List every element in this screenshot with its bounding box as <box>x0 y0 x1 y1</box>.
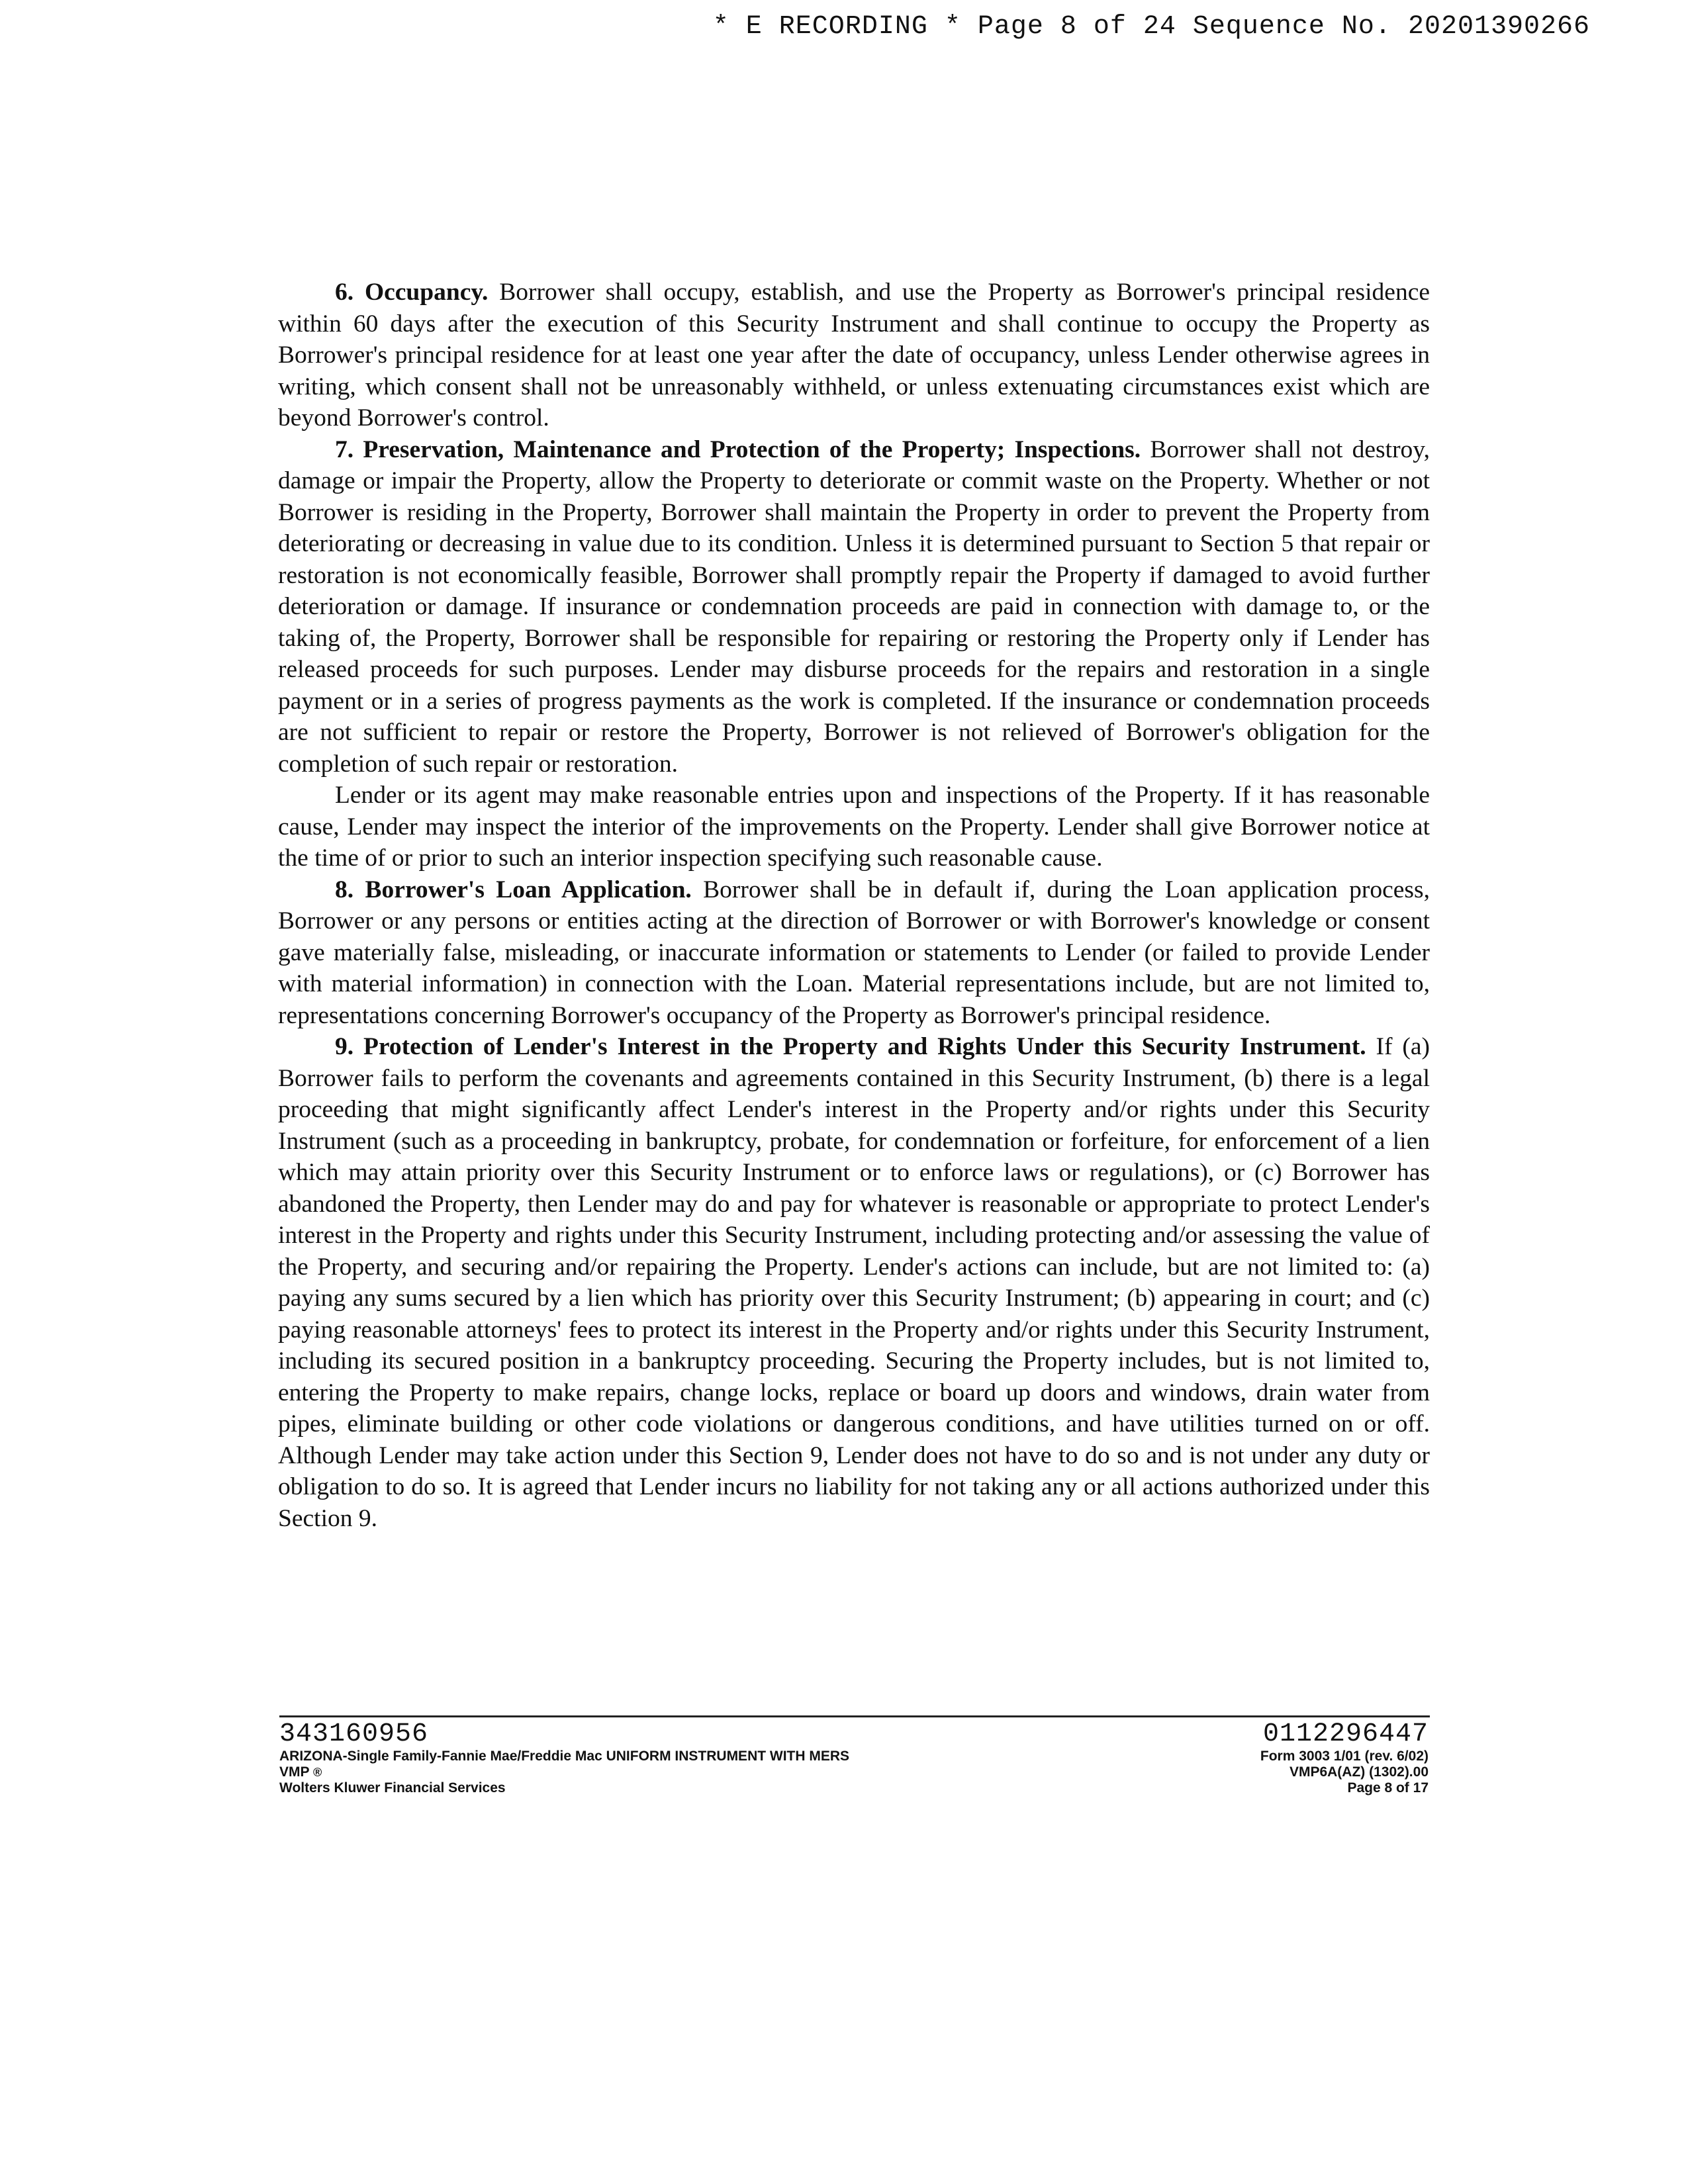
footer-divider <box>279 1715 1430 1717</box>
section-text: Borrower shall be in default if, during the Loan application process, Borrower or any persons or entities acting at the direction of Borrower or with Borrower's knowledge or consent gave materially false, misleading, or inaccurate information or statements to Lender (or failed to provide Lender with material information) in connection with the Loan. Material representations include, but are not limited to, representations concerning Borrower's occupancy of the Property as Borrower's principal residence. <box>278 876 1430 1029</box>
section-text: If (a) Borrower fails to perform the covenants and agreements contained in this Security Instrument, (b) there is a legal proceeding that might significantly affect Lender's interest in the Property and/or rights under this Security Instrument (such as a proceeding in bankruptcy, probate, for condemnation or forfeiture, for enforcement of a lien which may attain priority over this Security Instrument or to enforce laws or regulations), or (c) Borrower has abandoned the Property, then Lender may do and pay for whatever is reasonable or appropriate to protect Lender's interest in the Property and rights under this Security Instrument, including protecting and/or assessing the value of the Property, and securing and/or repairing the Property. Lender's actions can include, but are not limited to: (a) paying any sums secured by a lien which has priority over this Security Instrument; (b) appearing in court; and (c) paying reasonable attorneys' fees to protect its interest in the Property and/or rights under this Security Instrument, including its secured position in a bankruptcy proceeding. Securing the Property includes, but is not limited to, entering the Property to make repairs, change locks, replace or board up doors and windows, drain water from pipes, eliminate building or other code violations or dangerous conditions, and have utilities turned on or off. Although Lender may take action under this Section 9, Lender does not have to do so and is not under any duty or obligation to do so. It is agreed that Lender incurs no liability for not taking any or all actions authorized under this Section 9. <box>278 1033 1430 1532</box>
section-7-inspections-paragraph <box>278 780 1430 874</box>
section-heading: 6. Occupancy. <box>335 279 489 306</box>
registered-mark: ® <box>312 1766 322 1779</box>
section-9-protection <box>278 1031 1430 1534</box>
section-7-preservation <box>278 434 1430 780</box>
section-text: Borrower shall not destroy, damage or impair the Property, allow the Property to deteriorate or commit waste on the Property. Whether or not Borrower is residing in the Property, Borrower shall maintain the Property in order to prevent the Property from deteriorating or decreasing in value due to its condition. Unless it is determined pursuant to Section 5 that repair or restoration is not economically feasible, Borrower shall promptly repair the Property if damaged to avoid further deterioration or damage. If insurance or condemnation proceeds are paid in connection with damage to, or the taking of, the Property, Borrower shall be responsible for repairing or restoring the Property only if Lender has released proceeds for such purposes. Lender may disburse proceeds for the repairs and restoration in a single payment or in a series of progress payments as the work is completed. If the insurance or condemnation proceeds are not sufficient to repair or restore the Property, Borrower is not relieved of Borrower's obligation for the completion of such repair or restoration. <box>278 435 1430 778</box>
form-number: Form 3003 1/01 (rev. 6/02) <box>1260 1749 1429 1764</box>
page-indicator: Page 8 of 17 <box>1347 1780 1429 1796</box>
section-heading: 7. Preservation, Maintenance and Protection of the Property; Inspections. <box>335 435 1141 463</box>
section-6-occupancy <box>278 277 1430 434</box>
recording-header: * E RECORDING * Page 8 of 24 Sequence No. 20201390266 <box>712 12 1590 42</box>
footer-left <box>279 1721 849 1796</box>
section-8-loan-application <box>278 874 1430 1032</box>
document-number: 0112296447 <box>1262 1719 1429 1749</box>
section-heading: 9. Protection of Lender's Interest in the Property and Rights Under this Security Instrument. <box>335 1033 1366 1060</box>
section-text: Borrower shall occupy, establish, and use the Property as Borrower's principal residence within 60 days after the execution of this Security Instrument and shall continue to occupy the Property as Borrower's principal residence for at least one year after the date of occupancy, unless Lender otherwise agrees in writing, which consent shall not be unreasonably withheld, or unless extenuating circumstances exist which are beyond Borrower's control. <box>278 279 1430 432</box>
loan-number: 343160956 <box>279 1719 429 1749</box>
document-body <box>278 277 1430 1534</box>
footer-right <box>1260 1721 1429 1796</box>
form-title: ARIZONA-Single Family-Fannie Mae/Freddie Mac UNIFORM INSTRUMENT WITH MERS <box>279 1749 850 1764</box>
vmp-label: VMP <box>279 1764 310 1780</box>
publisher: Wolters Kluwer Financial Services <box>279 1780 506 1796</box>
section-heading: 8. Borrower's Loan Application. <box>335 876 692 903</box>
vmp-line <box>279 1764 849 1780</box>
section-text: Lender or its agent may make reasonable entries upon and inspections of the Property. If it has reasonable cause, Lender may inspect the interior of the improvements on the Property. Lender shall give Borrower notice at the time of or prior to such an interior inspection specifying such reasonable cause. <box>278 782 1430 872</box>
vmp-code: VMP6A(AZ) (1302).00 <box>1289 1764 1429 1780</box>
